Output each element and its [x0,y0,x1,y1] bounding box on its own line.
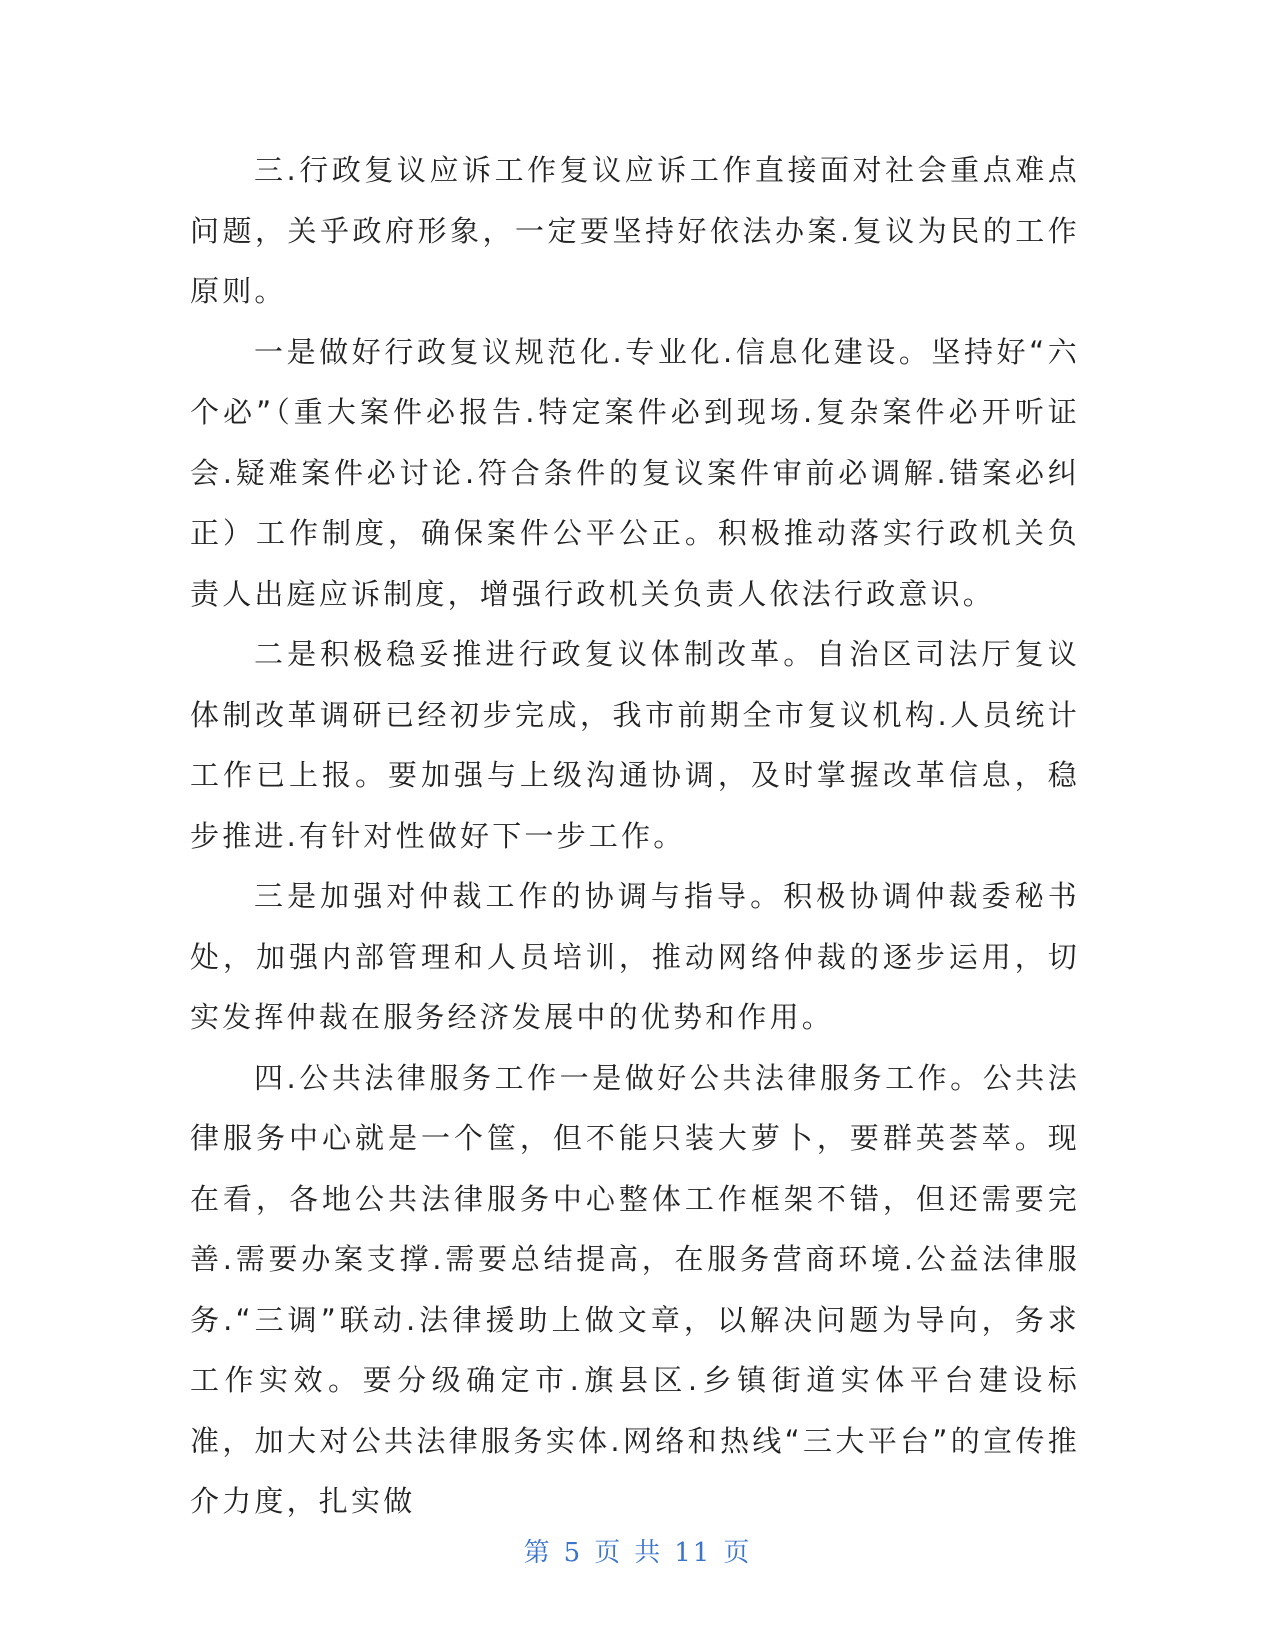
footer-total-word: 共 [634,1538,663,1568]
footer-suffix: 页 [723,1538,752,1568]
document-body [190,140,1080,1532]
footer-page-word: 页 [594,1538,623,1568]
paragraph-system-reform: 二是积极稳妥推进行政复议体制改革。自治区司法厅复议体制改革调研已经初步完成，我市前期全市复议机构.人员统计工作已上报。要加强与上级沟通协调，及时掌握改革信息，稳步推进.有针对性做好下一步工作。 [190,637,1080,853]
footer-prefix: 第 [523,1538,552,1568]
page-number-footer [0,1532,1275,1569]
paragraph-admin-review: 三.行政复议应诉工作复议应诉工作直接面对社会重点难点问题，关乎政府形象，一定要坚持好依法办案.复议为民的工作原则。 [190,153,1080,308]
paragraph-public-legal-service: 四.公共法律服务工作一是做好公共法律服务工作。公共法律服务中心就是一个筐，但不能只装大萝卜，要群英荟萃。现在看，各地公共法律服务中心整体工作框架不错，但还需要完善.需要办案支撑.需要总结提高，在服务营商环境.公益法律服务.“三调”联动.法律援助上做文章，以解决问题为导向，务求工作实效。要分级确定市.旗县区.乡镇街道实体平台建设标准，加大对公共法律服务实体.网络和热线“三大平台”的宣传推介力度，扎实做 [190,1060,1080,1518]
paragraph-arbitration: 三是加强对仲裁工作的协调与指导。积极协调仲裁委秘书处，加强内部管理和人员培训，推动网络仲裁的逐步运用，切实发挥仲裁在服务经济发展中的优势和作用。 [190,879,1080,1034]
paragraph-standardization: 一是做好行政复议规范化.专业化.信息化建设。坚持好“六个必”（重大案件必报告.特定案件必到现场.复杂案件必开听证会.疑难案件必讨论.符合条件的复议案件审前必调解.错案必纠正）工作制度，确保案件公平公正。积极推动落实行政机关负责人出庭应诉制度，增强行政机关负责人依法行政意识。 [190,334,1080,611]
total-page-count: 11 [674,1538,712,1568]
current-page-number: 5 [563,1538,583,1568]
